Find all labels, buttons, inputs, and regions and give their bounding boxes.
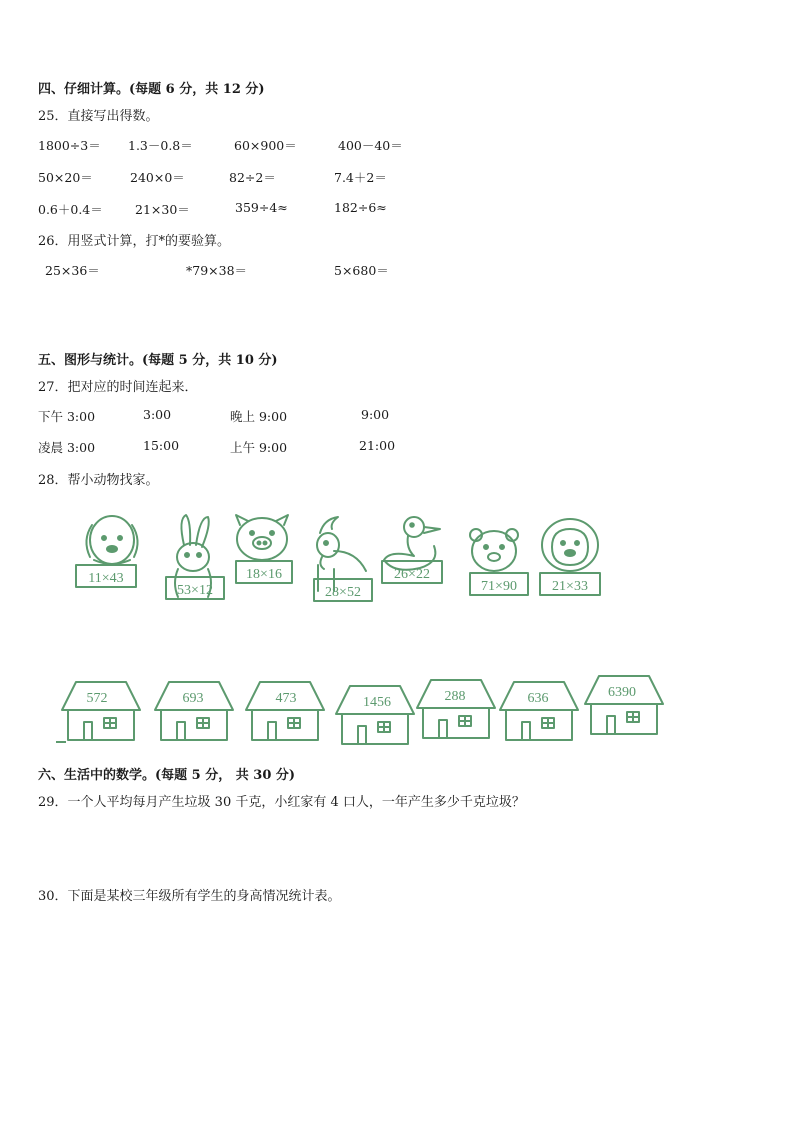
time-item: 15:00 [143,438,180,453]
section-5-title: 五、图形与统计。(每题 5 分，共 10 分) [38,353,278,368]
animal-label: 11×43 [88,571,124,586]
animal-label: 18×16 [246,567,282,582]
time-item: 晚上 9:00 [230,409,288,424]
animal-label: 53×12 [177,583,213,598]
calc-item: 0.6＋0.4＝ [38,202,103,217]
time-item: 下午 3:00 [38,409,96,424]
question-29: 29．一个人平均每月产生垃圾 30 千克，小红家有 4 口人，一年产生多少千克垃圾？ [38,795,525,810]
time-item: 上午 9:00 [230,440,288,455]
calc-item: 182÷6≈ [334,200,387,215]
calc-item: 60×900＝ [234,138,297,153]
animals-illustration [0,505,794,615]
calc-item: 240×0＝ [130,170,185,185]
house-number: 693 [182,691,204,706]
calc-item: 1800÷3＝ [38,138,101,153]
time-item: 3:00 [143,407,172,422]
calc-item: 400－40＝ [338,138,403,153]
house-number: 288 [444,689,466,704]
house-number: 6390 [608,685,636,700]
vertical-calc-item: 25×36＝ [45,263,100,278]
section-6-title: 六、生活中的数学。(每题 5 分， 共 30 分) [38,768,296,783]
animal-label: 21×33 [552,579,588,594]
time-item: 9:00 [361,407,390,422]
section-4-title: 四、仔细计算。(每题 6 分，共 12 分) [38,82,265,97]
calc-item: 50×20＝ [38,170,93,185]
time-item: 凌晨 3:00 [38,440,96,455]
calc-item: 7.4＋2＝ [334,170,387,185]
calc-item: 359÷4≈ [235,200,288,215]
question-26: 26．用竖式计算，打*的要验算。 [38,234,231,249]
houses-illustration [0,672,794,747]
house-number: 473 [275,691,297,706]
calc-item: 21×30＝ [135,202,190,217]
question-27: 27．把对应的时间连起来． [38,380,198,395]
time-item: 21:00 [359,438,396,453]
house-number: 636 [527,691,549,706]
animal-label: 71×90 [481,579,517,594]
vertical-calc-item: *79×38＝ [186,263,248,278]
calc-item: 1.3－0.8＝ [128,138,193,153]
question-25: 25．直接写出得数。 [38,109,159,124]
calc-item: 82÷2＝ [229,170,276,185]
question-28: 28．帮小动物找家。 [38,473,159,488]
question-30: 30．下面是某校三年级所有学生的身高情况统计表。 [38,889,341,904]
house-number: 1456 [363,695,391,710]
house-number: 572 [86,691,108,706]
animal-label: 26×22 [394,567,430,582]
animal-label: 28×52 [325,585,361,600]
vertical-calc-item: 5×680＝ [334,263,389,278]
